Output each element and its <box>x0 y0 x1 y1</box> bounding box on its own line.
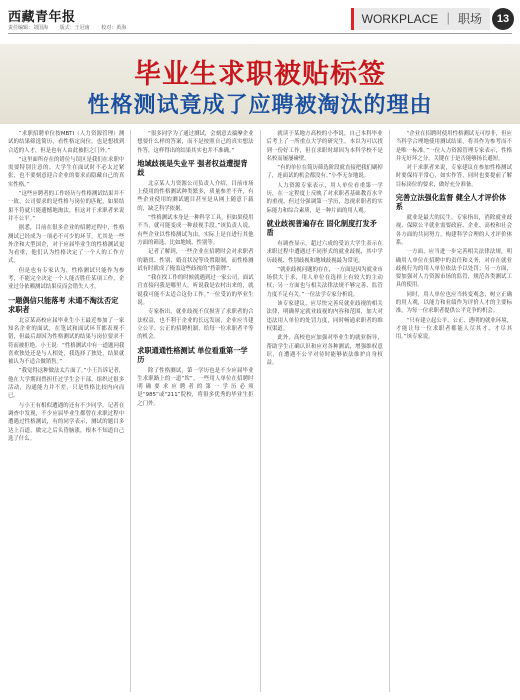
paragraph: 记者了解到，一些企业在招聘时会对求职者的籍贯、性别、婚育状况等设置限制，而性格测试有时就成了掩盖这些歧视的“挡箭牌”。 <box>137 249 254 272</box>
article-column-4 <box>396 130 512 692</box>
section-label-en: WORKPLACE <box>361 12 439 26</box>
masthead-rule <box>8 33 512 34</box>
article-column-1 <box>8 130 124 692</box>
paragraph: 专家指出，就业歧视不仅损害了求职者的合法权益，也不利于企业的长远发展，企业应当建立公平、公正的招聘机制，给每一位求职者平等的机会。 <box>137 309 254 341</box>
subheading: 一题偶信只能落考 未通不淘汰否定求职者 <box>8 295 119 314</box>
paragraph: 有调查显示，超过六成的受访大学生表示在求职过程中遭遇过不同形式的就业歧视，其中学历歧视、性别歧视和地域歧视最为常见。 <box>266 240 383 264</box>
section-divider: ｜ <box>442 12 455 26</box>
paragraph: “只有建立起公平、公正、透明的就业环境，才能让每一位求职者都能人尽其才、才尽其用。”该专家说。 <box>395 317 512 341</box>
article-column-3 <box>267 130 383 692</box>
subheading: 地域歧视是失业平 强者权益遭提背歧 <box>137 158 248 177</box>
meta-proofreader: 校对：黄海 <box>101 25 127 31</box>
paragraph: 除了性格测试，第一学历也是不少应届毕业生求职路上的一道“坎”。一些用人单位在招聘时明确要求应聘者的第一学历必须是“985”或“211”院校，将很多优秀的毕业生拒之门外。 <box>137 367 254 407</box>
paragraph: 同时，用人单位也应当转变观念，树立正确的用人观，以能力和业绩作为评价人才的主要标准，为每一位求职者提供公平竞争的机会。 <box>395 291 512 315</box>
column-divider <box>260 130 261 692</box>
column-divider <box>389 130 390 692</box>
paragraph: “企业在招聘时使用性格测试无可厚非，但应当科学合理地使用测试结果，将其作为参考而不是唯一标准。”一位人力资源管理专家表示，性格并无好坏之分，关键在于是否能够扬长避短。 <box>395 131 512 162</box>
page-number: 13 <box>492 8 514 30</box>
paragraph: “很多同学为了通过测试，会刻意去揣摩企业想要什么样的答案，而不是按照自己的真实想法作答，这样得出的结果其实也并不准确。” <box>137 131 254 154</box>
paragraph: “这些应聘者的工作经历与性格测试结果并不一致，公司要求的是性格与岗位的匹配，如果结果不符就只能遗憾地淘汰，但这对于求职者来说并不公平。” <box>8 191 125 222</box>
paragraph: “就业歧视问题的存在，一方面是因为就业市场供大于求，用人单位在选择上有较大的主动权；另一方面也与相关法律法规不够完善、监管力度不足有关。”一位法学专家分析说。 <box>266 266 383 298</box>
meta-editor: 责任编辑：刘国海 <box>8 25 49 31</box>
paragraph: “有的单位在简历筛选阶段就直接把我们刷掉了，连面试的机会都没有。”小李无奈地说。 <box>266 165 383 180</box>
subheading: 就业歧视普遍存在 固化制度打发矛盾 <box>266 218 377 237</box>
paragraph: 北京某人力资源公司负责人介绍，目前市场上使用的性格测试种类繁多，质量参差不齐，有些企业使用的测试题目甚至是从网上随意下载的，缺乏科学依据。 <box>137 180 254 212</box>
section-tag <box>351 8 490 30</box>
paragraph: “我觉得这种做法太片面了。”小王告诉记者，他在大学期间曾担任过学生会干部，组织过很多活动，沟通能力并不差，只是性格比较内向而已。 <box>8 368 125 400</box>
paragraph: 就读于某地方高校的小李说，自己本科毕业后考上了一所重点大学的研究生，本以为可以找到一份好工作，但在求职时却因为本科学校不是名校而屡屡碰壁。 <box>266 131 383 162</box>
paragraph: 与小王有相似遭遇的还有不少同学。记者在调查中发现，不少应届毕业生都曾在求职过程中遭遇过性格测试，有的同学表示，测试的题目多达上百道，做完之后头昏脑涨，根本不知道自己选了什么。 <box>8 402 125 442</box>
subheading: 求职通通性格测试 单位看重第一学历 <box>137 345 248 364</box>
column-divider <box>130 130 131 692</box>
paragraph: “我在找工作的时候就遇到过一家公司，面试官直接问我是哪里人，听说我是农村出来的，就说我可能不太适合这份工作。”一位受访的毕业生说。 <box>137 275 254 307</box>
paragraph: “这里面所存在的错位与误区是我们在求职中需要特别注意的。大学生在面试时不必太过紧张，也不要刻意迎合企业的要求而隐藏自己的真实性格。” <box>8 156 125 188</box>
sub-headline: 性格测试竟成了应聘被淘汰的理由 <box>87 92 433 118</box>
editorial-meta <box>8 24 136 31</box>
article-body <box>8 130 512 692</box>
paper-name: 西藏青年报 <box>8 10 76 25</box>
article-column-2 <box>137 130 253 692</box>
paragraph: 据悉，目前在很多企业的招聘过程中，性格测试已经成为一项必不可少的环节，尤其是一些外企和大型国企，对于应届毕业生的性格测试更为看重，他们认为性格决定了一个人的工作方式。 <box>8 225 125 265</box>
paragraph: 一方面，应当进一步完善相关法律法规，明确用人单位在招聘中的责任和义务，对存在就业歧视行为的用人单位依法予以处罚；另一方面，要加强对人力资源市场的监管，规范各类测试工具的使用。 <box>395 249 512 289</box>
paragraph: 但是也有专家认为，性格测试只能作为参考，不能完全决定一个人能否胜任某项工作，企业过分依赖测试结果反而会错失人才。 <box>8 267 125 291</box>
paragraph: 人力资源专家表示，用人单位看重第一学历，在一定程度上反映了对求职者基础教育水平的重视，但过分强调第一学历，忽视求职者的实际能力和综合素质，是一种片面的用人观。 <box>266 182 383 214</box>
paragraph: “求职招聘单位按MBTI（人力资源管理）测试的结果筛选简历，看性格定岗位，也是想找到合适的人才，但是也有人由此被拒之门外。” <box>8 131 125 154</box>
paragraph: 此外，高校也应加强对毕业生的就业指导，帮助学生正确认识和应对各种测试，增强维权意识，在遭遇不公平对待时能够依法维护自身权益。 <box>266 335 383 367</box>
section-label-cn: 职场 <box>457 12 482 26</box>
meta-layout: 版式：王冠南 <box>59 25 90 31</box>
paragraph: “性格测试本身是一种科学工具，但如果使用不当，就可能变成一种歧视手段。”该负责人说，有些企业以性格测试为由，实际上是在进行其他方面的筛选，比如地域、性别等。 <box>137 215 254 246</box>
main-headline: 毕业生求职被贴标签 <box>134 59 386 90</box>
paragraph: 对于求职者来说，专家建议在参加性格测试时要保持平常心，如实作答，同时也要提前了解目标岗位的要求，做好充分准备。 <box>395 165 512 188</box>
paragraph: 就业是最大的民生。专家指出，消除就业歧视、保障公平就业需要政府、企业、高校和社会各方面的共同努力，构建科学合理的人才评价体系。 <box>395 215 512 246</box>
subheading: 完善立法强化监督 健全人才评价体系 <box>395 193 507 212</box>
paragraph: 北京某高校应届毕业生小王最近参加了一家知名企业的面试，在笔试和面试环节都表现不错，但最后却因为性格测试的结果与岗位要求不符而被拒绝。小王说：“性格测试中有一道题问我喜欢独处还是与人相处，我选择了独处，结果就被认为不适合做销售。” <box>8 317 125 366</box>
paragraph: 该专家建议，应尽快完善反就业歧视的相关法律，明确界定就业歧视的内容和范围，加大对违法用人单位的处罚力度，同时畅通求职者的维权渠道。 <box>266 301 383 332</box>
masthead <box>0 0 520 40</box>
